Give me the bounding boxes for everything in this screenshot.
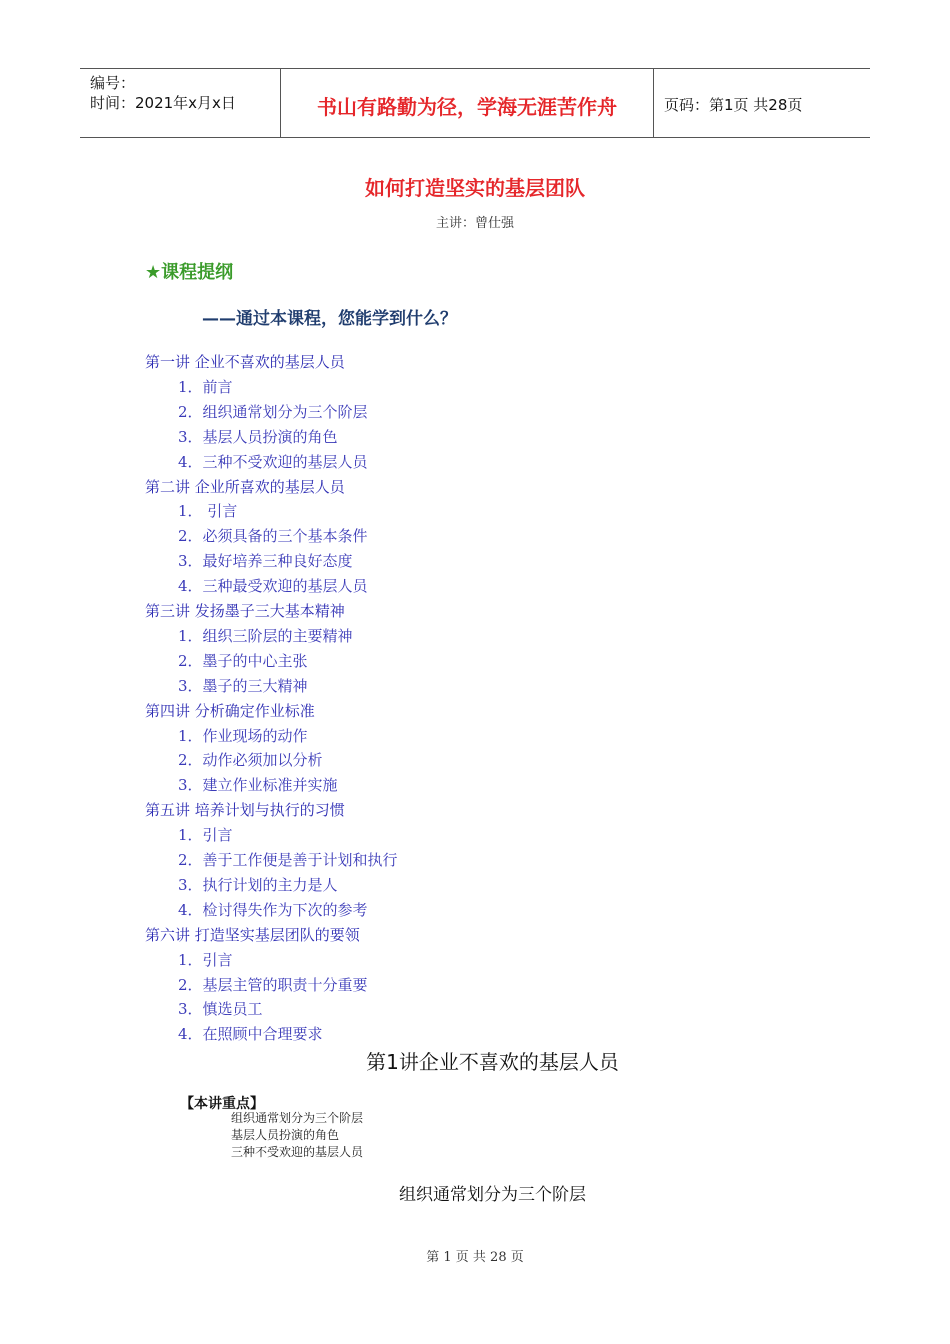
toc-item: 2．墨子的中心主张 xyxy=(178,651,308,670)
toc-item: 1．组织三阶层的主要精神 xyxy=(178,626,353,645)
key-point: 三种不受欢迎的基层人员 xyxy=(231,1145,364,1159)
toc-lecture: 第三讲 发扬墨子三大基本精神 xyxy=(145,602,345,620)
toc-item: 3．执行计划的主力是人 xyxy=(178,875,338,894)
page-footer: 第 1 页 共 28 页 xyxy=(426,1250,524,1265)
header-motto-cell xyxy=(281,69,654,137)
document-title: 如何打造坚实的基层团队 xyxy=(365,176,585,200)
toc-lecture: 第二讲 企业所喜欢的基层人员 xyxy=(145,477,345,496)
toc-item: 3．墨子的三大精神 xyxy=(178,676,308,695)
toc-item: 1． 引言 xyxy=(178,502,238,521)
toc-item: 1．作业现场的动作 xyxy=(178,726,308,745)
header-motto: 书山有路勤为径，学海无涯苦作舟 xyxy=(317,95,617,119)
document-number-label: 编号： xyxy=(90,74,136,92)
section-title: 组织通常划分为三个阶层 xyxy=(399,1185,586,1205)
key-points-label: 【本讲重点】 xyxy=(180,1096,264,1112)
header-page-info: 页码：第1页 共28页 xyxy=(664,96,803,114)
key-point: 组织通常划分为三个阶层 xyxy=(231,1111,364,1125)
toc-item: 2．必须具备的三个基本条件 xyxy=(178,527,368,546)
toc-item: 4．三种不受欢迎的基层人员 xyxy=(178,452,368,471)
document-time-label: 时间：2021年x月x日 xyxy=(90,94,236,112)
outline-heading: ★课程提纲 xyxy=(145,262,234,283)
toc-lecture: 第四讲 分析确定作业标准 xyxy=(145,701,315,720)
chapter-title: 第1讲企业不喜欢的基层人员 xyxy=(366,1050,619,1074)
toc-item: 4．在照顾中合理要求 xyxy=(178,1025,323,1044)
toc-item: 3．最好培养三种良好态度 xyxy=(178,552,353,571)
toc-item: 4．检讨得失作为下次的参考 xyxy=(178,900,368,919)
toc-item: 2．基层主管的职责十分重要 xyxy=(178,975,368,994)
toc-item: 1．前言 xyxy=(178,377,233,396)
outline-subtitle: ——通过本课程，您能学到什么？ xyxy=(202,309,457,329)
page-header xyxy=(80,68,870,138)
toc-item: 2．善于工作便是善于计划和执行 xyxy=(178,851,398,869)
toc-item: 3．基层人员扮演的角色 xyxy=(178,427,338,446)
toc-item: 4．三种最受欢迎的基层人员 xyxy=(178,577,368,596)
toc-item: 2．动作必须加以分析 xyxy=(178,751,323,770)
toc-lecture: 第一讲 企业不喜欢的基层人员 xyxy=(145,353,345,371)
toc-item: 3．慎选员工 xyxy=(178,1000,263,1019)
speaker-line: 主讲：曾仕强 xyxy=(435,216,514,231)
toc-item: 2．组织通常划分为三个阶层 xyxy=(178,402,368,421)
toc-item: 1．引言 xyxy=(178,826,233,845)
header-meta-cell xyxy=(80,69,281,137)
toc-item: 1．引言 xyxy=(178,950,233,969)
header-page-cell xyxy=(654,69,870,137)
toc-lecture: 第五讲 培养计划与执行的习惯 xyxy=(145,801,345,820)
toc-item: 3．建立作业标准并实施 xyxy=(178,776,338,795)
toc-lecture: 第六讲 打造坚实基层团队的要领 xyxy=(145,925,360,944)
key-point: 基层人员扮演的角色 xyxy=(231,1128,340,1142)
